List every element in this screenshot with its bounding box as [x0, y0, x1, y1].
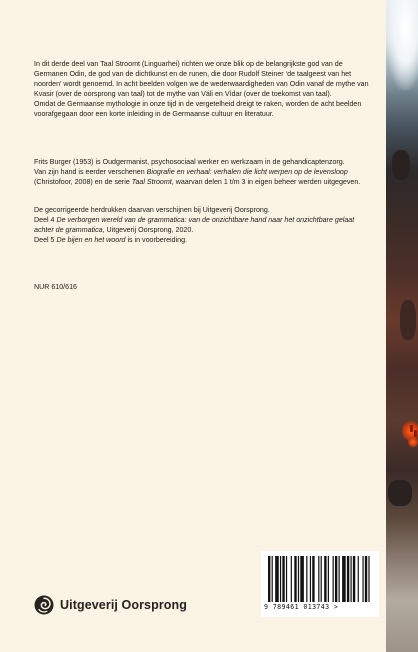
rock-shape	[392, 150, 410, 180]
barcode-bar	[268, 556, 270, 602]
bio-book-title: Biografie en verhaal: verhalen die licht werpen op de levensloop	[146, 167, 348, 176]
barcode-bar	[294, 556, 296, 602]
reprints-text: , Uitgeverij Oorsprong, 2020.	[102, 225, 194, 234]
reprints-text: Deel 4	[34, 215, 57, 224]
bio-text: , waarvan delen 1 t/m 3 in eigen beheer werden uitgegeven.	[171, 177, 361, 186]
bio-series-title: Taal Stroomt	[131, 177, 172, 186]
barcode-bars	[268, 556, 372, 602]
person-figure	[414, 430, 417, 437]
reprints-deel-5	[34, 236, 370, 246]
barcode-bar	[324, 556, 326, 602]
deel-4-title: De verborgen wereld van de grammatica: van de onzichtbare hand naar het onzichtbare gelaat achter de grammatica	[34, 215, 355, 234]
fire-glow	[408, 436, 418, 448]
blurb	[34, 60, 370, 119]
barcode-bar	[368, 556, 369, 602]
barcode-bar	[335, 556, 337, 602]
blurb-paragraph-2: Omdat de Germaanse mythologie in onze tijd in de vergetelheid dreigt te raken, worden de acht beelden voorafgegaan door een korte inleiding in de Germaanse cultuur en literatuur.	[34, 99, 362, 118]
cover-photo-strip	[386, 0, 418, 652]
barcode-bar	[310, 556, 311, 602]
rock-shape	[388, 480, 412, 506]
barcode-bar	[333, 556, 334, 602]
isbn-digits: 9 789461 013743 >	[264, 603, 339, 611]
barcode-bar	[312, 556, 314, 602]
barcode-bar	[342, 556, 346, 602]
barcode-bar	[365, 556, 367, 602]
barcode-bar	[347, 556, 349, 602]
bio-text: Van zijn hand is eerder verschenen	[34, 167, 147, 176]
barcode-bar	[362, 556, 363, 602]
barcode-bar	[306, 556, 307, 602]
reprints-text: Deel 5	[34, 235, 57, 244]
barcode-bar	[300, 556, 304, 602]
deel-5-title: De bijen en het woord	[56, 235, 126, 244]
barcode-bar	[321, 556, 322, 602]
author-bio-line-2	[34, 168, 370, 188]
barcode-bar	[291, 556, 292, 602]
barcode-bar	[272, 556, 273, 602]
publisher-block	[34, 594, 187, 616]
barcode-bar	[286, 556, 287, 602]
barcode-bar	[298, 556, 299, 602]
barcode-bar	[339, 556, 340, 602]
barcode-bar	[282, 556, 284, 602]
nur-code: NUR 610/616	[34, 283, 77, 291]
reprints-line-1: De gecorrigeerde herdrukken daarvan verschijnen bij Uitgeverij Oorsprong.	[34, 206, 270, 214]
barcode-bar	[280, 556, 281, 602]
author-bio-line-1: Frits Burger (1953) is Oudgermanist, psychosociaal werker en werkzaam in de gehandicaptenzorg.	[34, 158, 345, 166]
barcode-bar	[350, 556, 351, 602]
isbn-barcode	[261, 551, 379, 617]
swirl-logo-icon	[34, 595, 54, 615]
reprints-deel-4	[34, 216, 370, 236]
barcode-bar	[275, 556, 279, 602]
rock-shape	[400, 300, 416, 340]
author-bio	[34, 158, 370, 188]
barcode-bar	[318, 556, 319, 602]
reprints-info	[34, 206, 370, 246]
publisher-name: Uitgeverij Oorsprong	[60, 598, 188, 612]
barcode-bar	[358, 556, 359, 602]
barcode-bar	[353, 556, 355, 602]
barcode-bar	[328, 556, 329, 602]
reprints-text: is in voorbereiding.	[125, 235, 188, 244]
bio-text: (Christofoor, 2008) en de serie	[34, 177, 132, 186]
blurb-paragraph-1: In dit derde deel van Taal Stroomt (Linguarhei) richten we onze blik op de belangrijkste god van de Germanen Odin, de god van de dichtkunst en de runen, die door Rudolf Steiner ‘de taalgeest van het noorden’ wordt genoemd. In acht beelden volgen we de wederwaardigheden van Odin vanaf de mythe van Kvasir (over de oorsprong van taal) tot de mythe van Váli en Vídar (over de toekomst van taal).	[34, 60, 369, 98]
snow-patch	[386, 0, 418, 90]
person-figure	[410, 425, 413, 432]
